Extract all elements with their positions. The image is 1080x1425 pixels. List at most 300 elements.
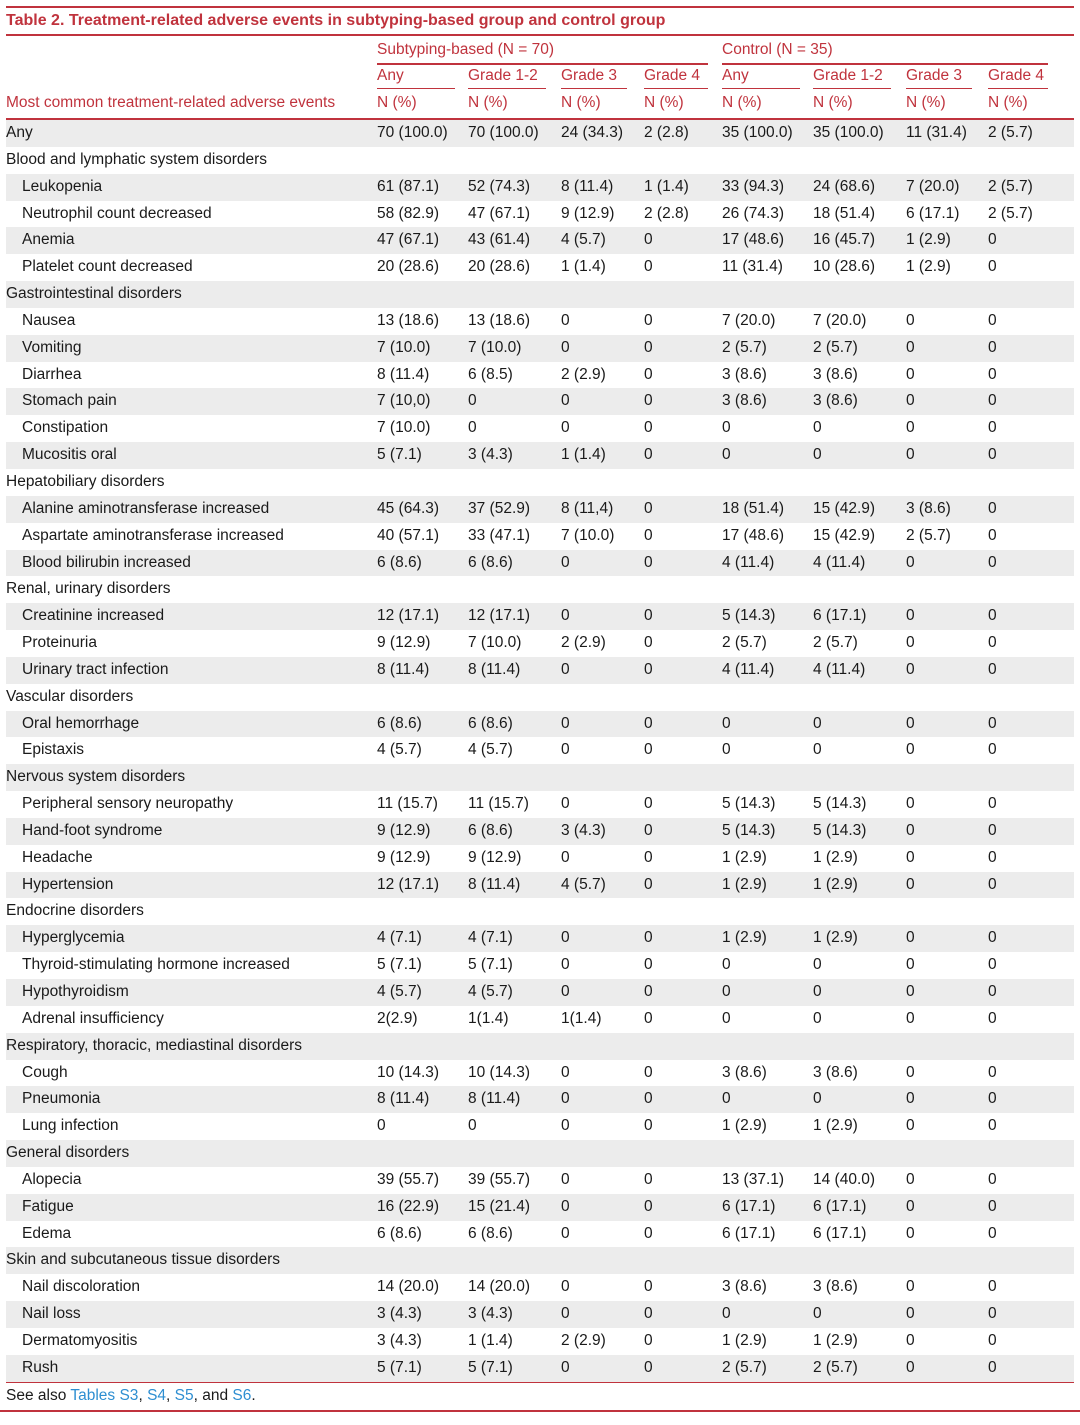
event-label: Any <box>6 124 33 141</box>
footnote-separator: , and <box>193 1386 233 1404</box>
event-label: Blood bilirubin increased <box>22 553 191 571</box>
value-cell: 0 <box>906 714 915 732</box>
event-label: Hand-foot syndrome <box>22 821 163 839</box>
value-cell: 2 (2.8) <box>644 124 689 141</box>
value-cell: 0 <box>722 741 731 759</box>
value-cell: 6 (8.6) <box>468 553 513 571</box>
value-cell: 0 <box>813 419 822 437</box>
value-cell: 0 <box>644 258 653 276</box>
value-cell: 12 (17.1) <box>377 875 440 893</box>
value-cell: 0 <box>813 714 822 732</box>
grade-rule <box>813 88 891 89</box>
event-label: Anemia <box>22 231 75 249</box>
value-cell: 9 (12.9) <box>377 848 431 866</box>
value-cell: 0 <box>561 607 570 625</box>
value-cell: 0 <box>988 392 997 410</box>
event-label: Constipation <box>22 419 109 437</box>
value-cell: 0 <box>468 1117 477 1135</box>
value-cell: 0 <box>988 848 997 866</box>
event-label: Headache <box>22 848 93 866</box>
value-cell: 0 <box>644 875 653 893</box>
value-cell: 7 (10,0) <box>377 392 431 410</box>
value-cell: 0 <box>906 741 915 759</box>
value-cell: 4 (5.7) <box>561 231 606 249</box>
table-row <box>6 603 1074 630</box>
unit-header: N (%) <box>722 94 762 111</box>
value-cell: 2 (5.7) <box>722 1358 767 1376</box>
category-row <box>6 1247 1074 1274</box>
value-cell: 6 (17.1) <box>906 204 960 222</box>
category-label: Nervous system disorders <box>6 768 186 786</box>
value-cell: 13 (18.6) <box>468 311 531 329</box>
value-cell: 12 (17.1) <box>468 607 531 625</box>
value-cell: 43 (61.4) <box>468 231 531 249</box>
value-cell: 6 (17.1) <box>722 1197 776 1215</box>
category-row <box>6 684 1074 711</box>
value-cell: 0 <box>988 311 997 329</box>
value-cell: 24 (68.6) <box>813 177 876 195</box>
category-label: Skin and subcutaneous tissue disorders <box>6 1251 280 1269</box>
value-cell: 0 <box>988 419 997 437</box>
grade-rule <box>988 88 1048 89</box>
value-cell: 2 (5.7) <box>813 634 858 652</box>
unit-header: N (%) <box>468 94 508 111</box>
value-cell: 9 (12.9) <box>468 848 522 866</box>
value-cell: 2 (2.9) <box>561 634 606 652</box>
event-label: Mucositis oral <box>22 446 117 464</box>
value-cell: 3 (8.6) <box>906 499 951 517</box>
event-label: Stomach pain <box>22 392 117 410</box>
value-cell: 7 (20.0) <box>906 177 960 195</box>
table-row <box>6 737 1074 764</box>
event-label: Vomiting <box>22 338 82 356</box>
value-cell: 61 (87.1) <box>377 177 440 195</box>
value-cell: 17 (48.6) <box>722 231 785 249</box>
value-cell: 8 (11.4) <box>468 1090 521 1108</box>
footnote-prefix: See also <box>6 1386 71 1404</box>
value-cell: 3 (4.3) <box>377 1305 422 1323</box>
category-row <box>6 898 1074 925</box>
value-cell: 0 <box>813 1090 822 1108</box>
footnote-separator: , <box>138 1386 148 1404</box>
value-cell: 0 <box>906 446 915 464</box>
value-cell: 0 <box>988 1278 997 1296</box>
table-s3-link[interactable]: Tables S3 <box>70 1386 139 1404</box>
event-label: Pneumonia <box>22 1090 101 1108</box>
category-label: Hepatobiliary disorders <box>6 472 165 490</box>
value-cell: 0 <box>644 365 653 383</box>
event-label: Neutrophil count decreased <box>22 204 212 222</box>
category-label: Endocrine disorders <box>6 902 144 920</box>
value-cell: 3 (8.6) <box>813 1278 858 1296</box>
value-cell: 0 <box>906 929 915 947</box>
event-label: Oral hemorrhage <box>22 714 140 732</box>
value-cell: 0 <box>906 1358 915 1376</box>
value-cell: 3 (8.6) <box>722 365 767 383</box>
value-cell: 0 <box>644 1278 653 1296</box>
value-cell: 8 (11.4) <box>377 660 430 678</box>
value-cell: 0 <box>561 741 570 759</box>
value-cell: 0 <box>644 660 653 678</box>
value-cell: 0 <box>813 446 822 464</box>
value-cell: 16 (22.9) <box>377 1197 440 1215</box>
value-cell: 6 (17.1) <box>722 1224 776 1242</box>
event-label: Hypertension <box>22 875 114 893</box>
value-cell: 3 (8.6) <box>813 1063 858 1081</box>
value-cell: 12 (17.1) <box>377 607 440 625</box>
table-s5-link[interactable]: S5 <box>174 1386 194 1404</box>
category-label: Respiratory, thoracic, mediastinal disorders <box>6 1036 303 1054</box>
value-cell: 0 <box>644 392 653 410</box>
value-cell: 4 (5.7) <box>468 983 513 1000</box>
value-cell: 0 <box>722 1090 731 1108</box>
value-cell: 5 (7.1) <box>468 956 513 974</box>
event-label: Edema <box>22 1224 72 1242</box>
value-cell: 0 <box>988 607 997 625</box>
value-cell: 1(1.4) <box>561 1009 602 1027</box>
value-cell: 26 (74.3) <box>722 204 785 222</box>
value-cell: 7 (10.0) <box>468 634 522 652</box>
value-cell: 1 (2.9) <box>722 929 767 947</box>
value-cell: 0 <box>468 392 477 410</box>
value-cell: 6 (8.6) <box>468 821 513 839</box>
value-cell: 1 (2.9) <box>906 231 951 249</box>
value-cell: 0 <box>988 741 997 759</box>
value-cell: 0 <box>644 1090 653 1108</box>
value-cell: 39 (55.7) <box>468 1170 531 1188</box>
value-cell: 0 <box>644 311 653 329</box>
event-label: Rush <box>22 1358 59 1376</box>
value-cell: 11 (31.4) <box>722 258 783 276</box>
value-cell: 6 (17.1) <box>813 1197 867 1215</box>
value-cell: 0 <box>906 875 915 893</box>
grade-header: Grade 4 <box>988 67 1045 84</box>
value-cell: 0 <box>906 1278 915 1296</box>
value-cell: 3 (4.3) <box>561 821 606 839</box>
value-cell: 9 (12.9) <box>377 821 431 839</box>
value-cell: 0 <box>988 526 997 544</box>
event-label: Thyroid-stimulating hormone increased <box>22 956 290 974</box>
value-cell: 39 (55.7) <box>377 1170 440 1188</box>
value-cell: 0 <box>988 660 997 678</box>
value-cell: 11 (31.4) <box>906 124 967 141</box>
value-cell: 9 (12.9) <box>561 204 615 222</box>
value-cell: 0 <box>988 1331 997 1349</box>
event-label: Platelet count decreased <box>22 258 193 276</box>
value-cell: 0 <box>906 338 915 356</box>
event-label: Fatigue <box>22 1197 74 1215</box>
value-cell: 14 (20.0) <box>377 1278 440 1296</box>
category-row <box>6 1033 1074 1060</box>
value-cell: 7 (10.0) <box>377 338 431 356</box>
value-cell: 1 (2.9) <box>813 929 858 947</box>
value-cell: 2 (5.7) <box>722 338 767 356</box>
value-cell: 0 <box>988 338 997 356</box>
value-cell: 1 (1.4) <box>561 446 606 464</box>
table-s4-link[interactable]: S4 <box>147 1386 167 1404</box>
category-row <box>6 281 1074 308</box>
table-row <box>6 1194 1074 1221</box>
group-control-header: Control (N = 35) <box>722 41 833 58</box>
table-s6-link[interactable]: S6 <box>232 1386 252 1404</box>
value-cell: 0 <box>722 714 731 732</box>
unit-header: N (%) <box>813 94 853 111</box>
value-cell: 0 <box>561 1197 570 1215</box>
value-cell: 1 (1.4) <box>644 177 689 195</box>
value-cell: 0 <box>722 983 731 1000</box>
table-row <box>6 952 1074 979</box>
value-cell: 7 (10.0) <box>377 419 431 437</box>
unit-header: N (%) <box>988 94 1028 111</box>
value-cell: 5 (14.3) <box>813 821 867 839</box>
value-cell: 1 (1.4) <box>468 1331 513 1349</box>
value-cell: 0 <box>988 983 997 1000</box>
value-cell: 2 (5.7) <box>722 634 767 652</box>
table-row <box>6 227 1074 254</box>
footnote-suffix: . <box>251 1386 256 1404</box>
group-subtyping-rule <box>377 63 708 65</box>
value-cell: 52 (74.3) <box>468 177 531 195</box>
grade-header: Grade 3 <box>561 67 618 84</box>
value-cell: 0 <box>561 929 570 947</box>
value-cell: 18 (51.4) <box>722 499 785 517</box>
value-cell: 0 <box>561 1117 570 1135</box>
value-cell: 4 (5.7) <box>377 741 422 759</box>
value-cell: 0 <box>644 714 653 732</box>
event-label: Cough <box>22 1063 68 1081</box>
table-row <box>6 388 1074 415</box>
value-cell: 0 <box>377 1117 386 1135</box>
table-row <box>6 818 1074 845</box>
value-cell: 0 <box>561 983 570 1000</box>
event-label: Diarrhea <box>22 365 82 383</box>
value-cell: 0 <box>722 419 731 437</box>
value-cell: 0 <box>906 956 915 974</box>
value-cell: 0 <box>644 1117 653 1135</box>
table-row <box>6 174 1074 201</box>
table-row <box>6 1328 1074 1355</box>
value-cell: 15 (21.4) <box>468 1197 531 1215</box>
event-label: Hypothyroidism <box>22 983 129 1000</box>
value-cell: 11 (15.7) <box>468 795 529 813</box>
value-cell: 0 <box>561 848 570 866</box>
footnote <box>6 1383 1074 1409</box>
value-cell: 6 (17.1) <box>813 1224 867 1242</box>
value-cell: 0 <box>644 634 653 652</box>
footnote-separator: , <box>166 1386 175 1404</box>
value-cell: 4 (5.7) <box>468 741 513 759</box>
value-cell: 1 (1.4) <box>561 258 606 276</box>
value-cell: 3 (8.6) <box>813 392 858 410</box>
category-label: Renal, urinary disorders <box>6 580 171 598</box>
grade-header: Any <box>377 67 404 84</box>
value-cell: 47 (67.1) <box>468 204 531 222</box>
value-cell: 0 <box>561 1090 570 1108</box>
value-cell: 0 <box>468 419 477 437</box>
value-cell: 2 (2.8) <box>644 204 689 222</box>
event-label: Nail loss <box>22 1305 81 1323</box>
unit-header: N (%) <box>644 94 684 111</box>
value-cell: 1 (2.9) <box>813 1117 858 1135</box>
category-label: Blood and lymphatic system disorders <box>6 150 268 168</box>
value-cell: 15 (42.9) <box>813 526 876 544</box>
unit-header: N (%) <box>906 94 946 111</box>
value-cell: 0 <box>561 1170 570 1188</box>
value-cell: 10 (28.6) <box>813 258 876 276</box>
event-label: Leukopenia <box>22 177 103 195</box>
grade-rule <box>722 88 800 89</box>
value-cell: 14 (40.0) <box>813 1170 876 1188</box>
value-cell: 4 (7.1) <box>377 929 422 947</box>
table-row <box>6 120 1074 147</box>
table-row <box>6 657 1074 684</box>
value-cell: 8 (11.4) <box>468 660 521 678</box>
value-cell: 0 <box>644 338 653 356</box>
value-cell: 15 (42.9) <box>813 499 876 517</box>
value-cell: 0 <box>644 741 653 759</box>
event-label: Nausea <box>22 311 76 329</box>
value-cell: 0 <box>906 365 915 383</box>
value-cell: 1 (2.9) <box>813 848 858 866</box>
value-cell: 1 (2.9) <box>813 875 858 893</box>
end-rule <box>0 1410 1080 1412</box>
value-cell: 0 <box>906 1063 915 1081</box>
table-row <box>6 201 1074 228</box>
value-cell: 4 (7.1) <box>468 929 513 947</box>
value-cell: 14 (20.0) <box>468 1278 531 1296</box>
table-row <box>6 1006 1074 1033</box>
value-cell: 2 (2.9) <box>561 1331 606 1349</box>
value-cell: 0 <box>722 1009 731 1027</box>
group-subtyping-header: Subtyping-based (N = 70) <box>377 41 555 58</box>
group-control-rule <box>722 63 1048 65</box>
unit-header: N (%) <box>561 94 601 111</box>
value-cell: 35 (100.0) <box>813 124 884 141</box>
value-cell: 4 (5.7) <box>561 875 606 893</box>
value-cell: 5 (14.3) <box>722 607 776 625</box>
value-cell: 0 <box>988 1170 997 1188</box>
value-cell: 4 (5.7) <box>377 983 422 1000</box>
value-cell: 0 <box>988 1090 997 1108</box>
category-row <box>6 469 1074 496</box>
value-cell: 0 <box>988 875 997 893</box>
value-cell: 3 (4.3) <box>468 1305 513 1323</box>
table-row <box>6 872 1074 899</box>
table-row <box>6 496 1074 523</box>
value-cell: 0 <box>906 634 915 652</box>
value-cell: 6 (8.6) <box>468 714 513 732</box>
value-cell: 0 <box>813 1009 822 1027</box>
value-cell: 33 (94.3) <box>722 177 785 195</box>
value-cell: 6 (8.6) <box>468 1224 513 1242</box>
value-cell: 0 <box>644 929 653 947</box>
table-row <box>6 254 1074 281</box>
value-cell: 0 <box>906 311 915 329</box>
table-row <box>6 1113 1074 1140</box>
value-cell: 0 <box>813 741 822 759</box>
value-cell: 70 (100.0) <box>377 124 448 141</box>
value-cell: 3 (8.6) <box>722 1278 767 1296</box>
table-row <box>6 362 1074 389</box>
table-row <box>6 1355 1074 1382</box>
value-cell: 6 (8.5) <box>468 365 513 383</box>
table-row <box>6 630 1074 657</box>
value-cell: 0 <box>644 1224 653 1242</box>
table-row <box>6 308 1074 335</box>
value-cell: 1 (2.9) <box>722 875 767 893</box>
value-cell: 0 <box>644 419 653 437</box>
event-label: Alopecia <box>22 1170 82 1188</box>
value-cell: 16 (45.7) <box>813 231 876 249</box>
value-cell: 0 <box>813 1305 822 1323</box>
value-cell: 13 (37.1) <box>722 1170 785 1188</box>
category-row <box>6 1140 1074 1167</box>
value-cell: 2 (5.7) <box>813 1358 858 1376</box>
value-cell: 0 <box>644 446 653 464</box>
value-cell: 0 <box>561 956 570 974</box>
event-label: Epistaxis <box>22 741 85 759</box>
value-cell: 0 <box>988 634 997 652</box>
value-cell: 5 (14.3) <box>722 821 776 839</box>
value-cell: 0 <box>722 1305 731 1323</box>
value-cell: 6 (17.1) <box>813 607 867 625</box>
value-cell: 0 <box>988 821 997 839</box>
event-label: Aspartate aminotransferase increased <box>22 526 284 544</box>
table-row <box>6 523 1074 550</box>
category-label: Gastrointestinal disorders <box>6 285 182 303</box>
value-cell: 0 <box>644 1358 653 1376</box>
value-cell: 20 (28.6) <box>468 258 531 276</box>
value-cell: 18 (51.4) <box>813 204 876 222</box>
value-cell: 0 <box>988 1305 997 1323</box>
value-cell: 35 (100.0) <box>722 124 793 141</box>
grade-rule <box>561 88 627 89</box>
value-cell: 0 <box>644 231 653 249</box>
value-cell: 0 <box>561 1358 570 1376</box>
value-cell: 0 <box>988 1197 997 1215</box>
table-row <box>6 1167 1074 1194</box>
event-label: Urinary tract infection <box>22 660 169 678</box>
value-cell: 4 (11.4) <box>813 660 866 678</box>
value-cell: 5 (14.3) <box>813 795 867 813</box>
value-cell: 0 <box>906 553 915 571</box>
category-label: General disorders <box>6 1144 130 1162</box>
event-label: Dermatomyositis <box>22 1331 138 1349</box>
table-row <box>6 415 1074 442</box>
table-caption: Table 2. Treatment-related adverse events in subtyping-based group and control group <box>6 12 666 29</box>
value-cell: 0 <box>722 446 731 464</box>
value-cell: 0 <box>561 311 570 329</box>
value-cell: 7 (20.0) <box>813 311 867 329</box>
value-cell: 10 (14.3) <box>468 1063 531 1081</box>
value-cell: 2 (2.9) <box>561 365 606 383</box>
value-cell: 13 (18.6) <box>377 311 440 329</box>
value-cell: 0 <box>561 1063 570 1081</box>
value-cell: 0 <box>988 1358 997 1376</box>
value-cell: 1 (2.9) <box>722 848 767 866</box>
value-cell: 0 <box>988 553 997 571</box>
value-cell: 58 (82.9) <box>377 204 440 222</box>
value-cell: 0 <box>561 1278 570 1296</box>
category-row <box>6 147 1074 174</box>
value-cell: 0 <box>988 929 997 947</box>
value-cell: 0 <box>644 526 653 544</box>
value-cell: 0 <box>988 1063 997 1081</box>
table-row <box>6 925 1074 952</box>
value-cell: 0 <box>644 1009 653 1027</box>
value-cell: 0 <box>906 419 915 437</box>
category-label: Vascular disorders <box>6 687 134 705</box>
